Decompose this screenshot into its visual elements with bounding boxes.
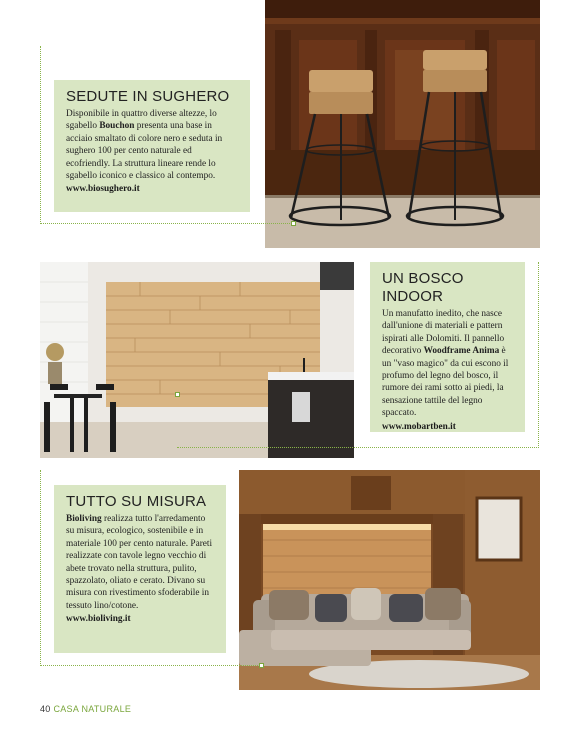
section-url[interactable]: www.bioliving.it — [66, 614, 131, 625]
section-title: UN BOSCO INDOOR — [382, 270, 464, 305]
divider-line — [40, 470, 41, 666]
section-url[interactable]: www.mobartben.it — [382, 421, 456, 432]
photo-wood-living-room — [239, 470, 540, 690]
section-indoor-forest — [370, 262, 525, 432]
divider-line — [40, 665, 262, 666]
section-cork-seating — [54, 80, 250, 212]
divider-line — [40, 223, 294, 224]
photo-wood-panel-wall — [40, 262, 354, 458]
section-title: TUTTO SU MISURA — [66, 493, 207, 510]
page-footer — [40, 704, 131, 714]
corner-marker — [291, 221, 296, 226]
corner-marker — [175, 392, 180, 397]
section-url[interactable]: www.biosughero.it — [66, 184, 140, 195]
divider-line — [40, 46, 41, 224]
magazine-name: CASA NATURALE — [53, 704, 132, 714]
section-body: Bioliving realizza tutto l'arredamento su misura, ecologico, sostenibile e in materiale 100 per cento naturale. Pareti realizzate con tavole legno vecchio di abete trovato nella struttura, pulito, spazzolato, oliato e cerato. Divano su misura con rivestimento sfoderabile in tessuto lino/cotone. — [66, 514, 213, 611]
page-number: 40 — [40, 704, 51, 714]
divider-line — [177, 447, 539, 448]
section-title: SEDUTE IN SUGHERO — [66, 88, 230, 105]
corner-marker — [259, 663, 264, 668]
section-custom-made — [54, 485, 226, 653]
divider-line — [538, 262, 539, 448]
photo-cork-stools — [265, 0, 540, 248]
section-body: Un manufatto inedito, che nasce dall'unione di materiali e pattern ispirati alle Dolomiti. Il pannello decorativo Woodframe Anima è un "vaso magico" da cui escono il profumo del legno del bosco, il rumore dei rami sotto ai piedi, la sensazione tattile del legno spaccato. — [382, 309, 509, 419]
section-body: Disponibile in quattro diverse altezze, lo sgabello Bouchon presenta una base in acciaio smaltato di colore nero e seduta in sughero 100 per cento naturale ed ecofriendly. La struttura lineare rende lo sgabello iconico e classico al contempo. — [66, 109, 223, 182]
